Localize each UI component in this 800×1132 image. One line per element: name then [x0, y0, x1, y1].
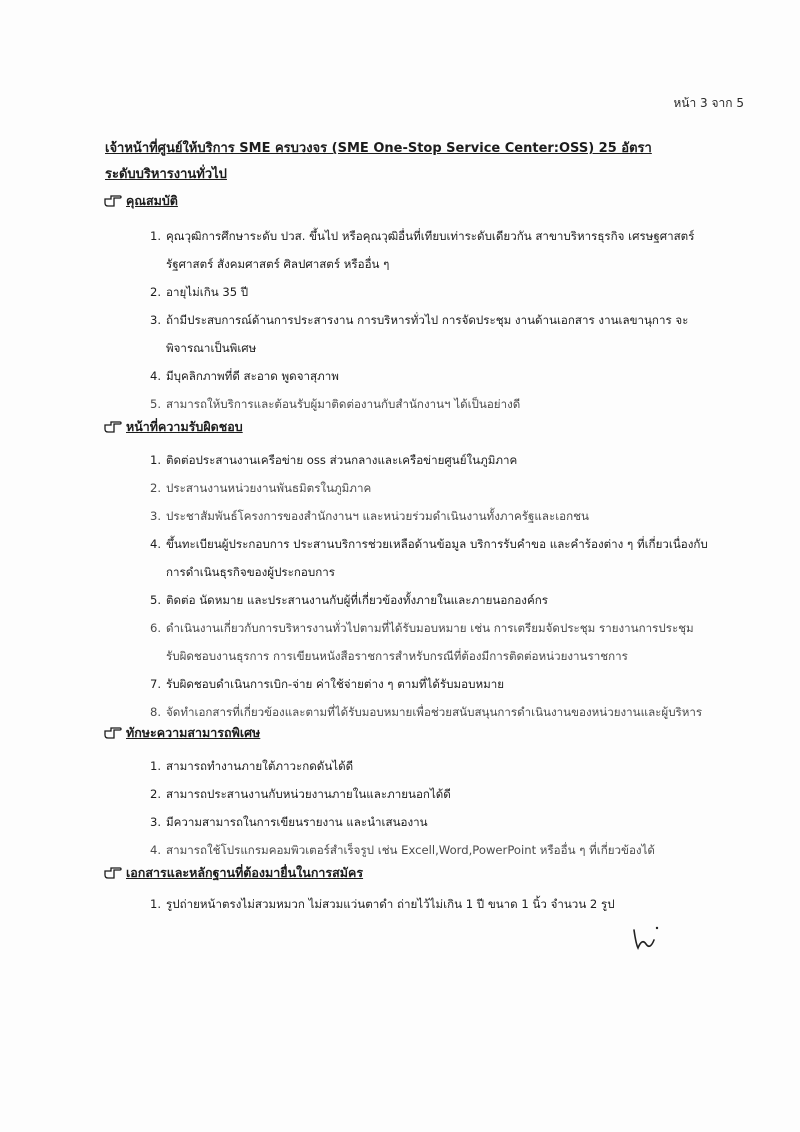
item-text: ขึ้นทะเบียนผู้ประกอบการ ประสานบริการช่วยเหลือด้านข้อมูล บริการรับคำขอ และคำร้องต่าง ๆ ที่เกี่ยวเนื่องกับ: [166, 537, 708, 551]
list-item: [104, 390, 764, 418]
item-text: สามารถทำงานภายใต้ภาวะกดดันได้ดี: [166, 759, 354, 773]
list-item: [104, 474, 764, 502]
item-text: มีความสามารถในการเขียนรายงาน และนำเสนองาน: [166, 815, 428, 829]
item-number: 2.: [150, 787, 162, 801]
item-number: 3.: [150, 313, 162, 327]
list-item: [104, 890, 764, 918]
job-title: เจ้าหน้าที่ศูนย์ให้บริการ SME ครบวงจร (SME One-Stop Service Center:OSS) 25 อัตรา: [105, 141, 652, 156]
list-item: [104, 752, 764, 780]
item-number: 2.: [150, 481, 162, 495]
item-text: ถ้ามีประสบการณ์ด้านการประสารงาน การบริหารทั่วไป การจัดประชุม งานด้านเอกสาร งานเลขานุการ จะ: [166, 313, 689, 327]
section-header: [104, 416, 764, 438]
item-number: 8.: [150, 705, 162, 719]
item-number: 5.: [150, 397, 162, 411]
item-number: 1.: [150, 229, 162, 243]
list-item: [104, 808, 764, 836]
section-header: [104, 862, 764, 884]
section-required-documents: [104, 862, 764, 918]
item-text: ติดต่อ นัดหมาย และประสานงานกับผู้ที่เกี่ยวข้องทั้งภายในและภายนอกองค์กร: [166, 593, 548, 607]
item-number: 5.: [150, 593, 162, 607]
item-text: ติดต่อประสานงานเครือข่าย oss ส่วนกลางและเครือข่ายศูนย์ในภูมิภาค: [166, 453, 518, 467]
item-text: จัดทำเอกสารที่เกี่ยวข้องและตามที่ได้รับมอบหมายเพื่อช่วยสนับสนุนการดำเนินงานของหน่วยงานและผู้บริหาร: [166, 705, 703, 719]
item-text: รูปถ่ายหน้าตรงไม่สวมหมวก ไม่สวมแว่นตาดำ ถ่ายไว้ไม่เกิน 1 ปี ขนาด 1 นิ้ว จำนวน 2 รูป: [166, 897, 615, 911]
item-number: 4.: [150, 843, 162, 857]
skills-list: [104, 752, 764, 864]
section-title: คุณสมบัติ: [126, 193, 178, 208]
list-item: [104, 306, 764, 362]
list-item: [104, 670, 764, 698]
section-qualifications: [104, 190, 764, 418]
item-number: 1.: [150, 897, 162, 911]
section-responsibilities: [104, 416, 764, 726]
item-text-continued: รับผิดชอบงานธุรการ การเขียนหนังสือราชการสำหรับกรณีที่ต้องมีการติดต่อหน่วยงานราชการ: [166, 649, 628, 663]
item-text: ประสานงานหน่วยงานพันธมิตรในภูมิภาค: [166, 481, 372, 495]
item-text: ดำเนินงานเกี่ยวกับการบริหารงานทั่วไปตามที่ได้รับมอบหมาย เช่น การเตรียมจัดประชุม รายงานการประชุม: [166, 621, 694, 635]
item-number: 1.: [150, 453, 162, 467]
item-number: 2.: [150, 285, 162, 299]
list-item: [104, 780, 764, 808]
item-text-continued: รัฐศาสตร์ สังคมศาสตร์ ศิลปศาสตร์ หรืออื่น ๆ: [166, 257, 390, 271]
item-text-continued: การดำเนินธุรกิจของผู้ประกอบการ: [166, 565, 335, 579]
list-item: [104, 278, 764, 306]
item-number: 7.: [150, 677, 162, 691]
item-text: สามารถให้บริการและต้อนรับผู้มาติดต่องานกับสำนักงานฯ ได้เป็นอย่างดี: [166, 397, 521, 411]
qualifications-list: [104, 222, 764, 418]
list-item: [104, 836, 764, 864]
item-text-continued: พิจารณาเป็นพิเศษ: [166, 341, 257, 355]
job-level: ระดับบริหารงานทั่วไป: [105, 167, 227, 182]
responsibilities-list: [104, 446, 764, 726]
list-item: [104, 530, 764, 586]
item-text: มีบุคลิกภาพที่ดี สะอาด พูดจาสุภาพ: [166, 369, 339, 383]
list-item: [104, 614, 764, 670]
list-item: [104, 222, 764, 278]
item-text: สามารถประสานงานกับหน่วยงานภายในและภายนอกได้ดี: [166, 787, 451, 801]
section-title: ทักษะความสามารถพิเศษ: [126, 725, 261, 740]
item-text: สามารถใช้โปรแกรมคอมพิวเตอร์สำเร็จรูป เช่น Excell,Word,PowerPoint หรืออื่น ๆ ที่เกี่ยวข้องได้: [166, 843, 655, 857]
item-number: 3.: [150, 815, 162, 829]
item-number: 4.: [150, 537, 162, 551]
section-title: หน้าที่ความรับผิดชอบ: [126, 419, 243, 434]
item-text: อายุไม่เกิน 35 ปี: [166, 285, 249, 299]
pointing-hand-icon: [104, 420, 122, 434]
section-title: เอกสารและหลักฐานที่ต้องมายื่นในการสมัคร: [126, 865, 364, 880]
item-text: รับผิดชอบดำเนินการเบิก-จ่าย ค่าใช้จ่ายต่าง ๆ ตามที่ได้รับมอบหมาย: [166, 677, 505, 691]
page-number: หน้า 3 จาก 5: [673, 96, 744, 110]
list-item: [104, 446, 764, 474]
item-text: คุณวุฒิการศึกษาระดับ ปวส. ขึ้นไป หรือคุณวุฒิอื่นที่เทียบเท่าระดับเดียวกัน สาขาบริหารธุรกิจ เศรษฐศาสตร์: [166, 229, 695, 243]
list-item: [104, 362, 764, 390]
section-header: [104, 722, 764, 744]
documents-list: [104, 890, 764, 918]
item-number: 4.: [150, 369, 162, 383]
pointing-hand-icon: [104, 726, 122, 740]
item-text: ประชาสัมพันธ์โครงการของสำนักงานฯ และหน่วยร่วมดำเนินงานทั้งภาครัฐและเอกชน: [166, 509, 589, 523]
item-number: 1.: [150, 759, 162, 773]
pointing-hand-icon: [104, 194, 122, 208]
section-header: [104, 190, 764, 212]
pointing-hand-icon: [104, 866, 122, 880]
item-number: 6.: [150, 621, 162, 635]
list-item: [104, 502, 764, 530]
item-number: 3.: [150, 509, 162, 523]
section-special-skills: [104, 722, 764, 864]
list-item: [104, 586, 764, 614]
handwritten-initial-mark: [626, 918, 666, 958]
job-title-block: [105, 136, 745, 188]
